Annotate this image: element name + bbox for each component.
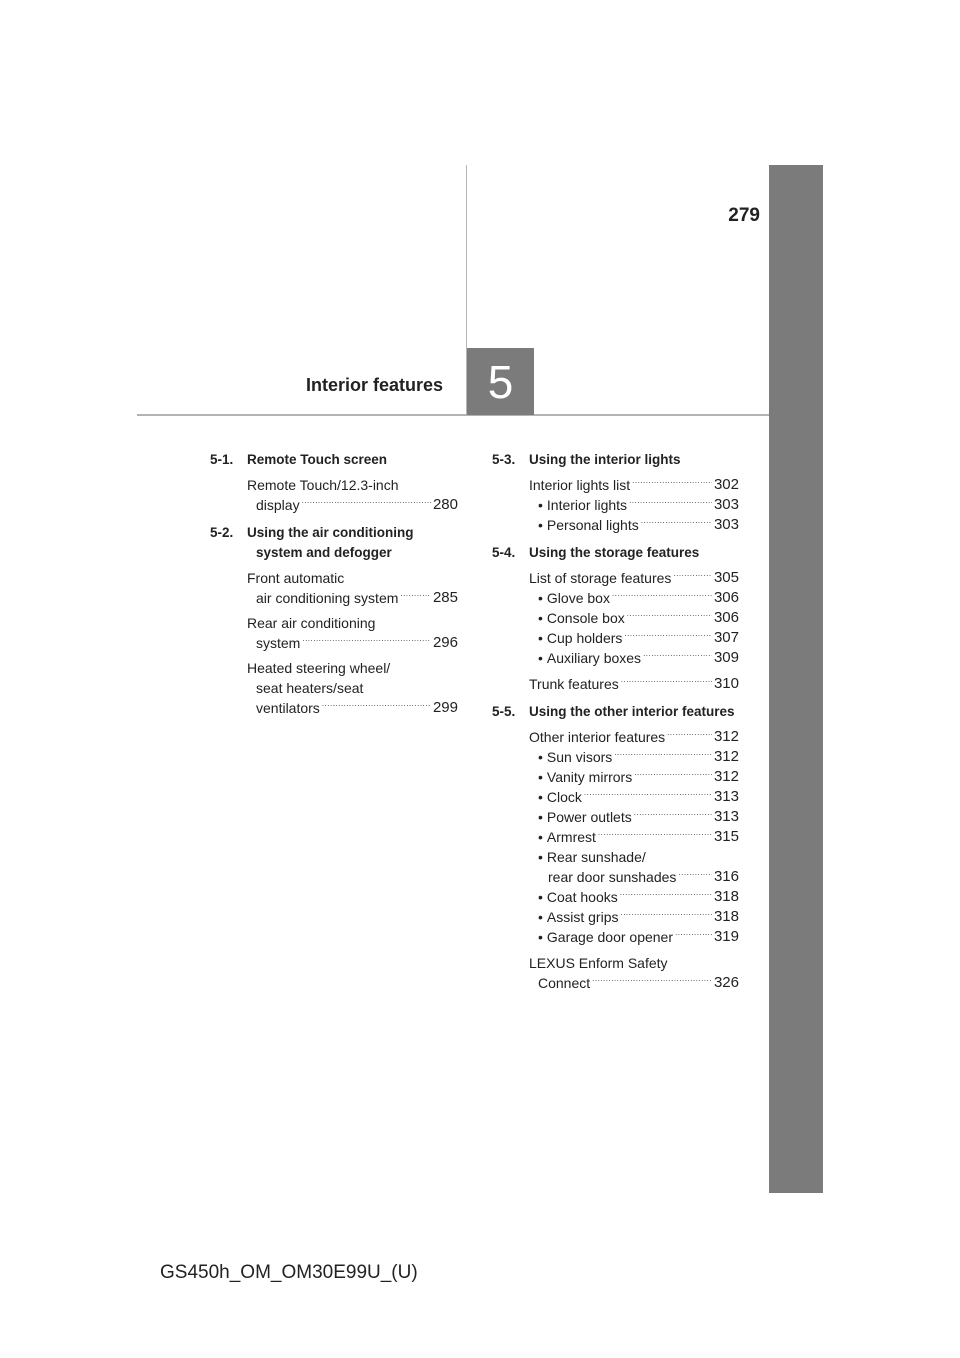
entry-text: Sun visors bbox=[546, 749, 613, 765]
entry-line bbox=[529, 475, 739, 495]
bullet-icon: • bbox=[538, 889, 543, 905]
entry-page-number: 306 bbox=[713, 609, 739, 626]
entry-line bbox=[529, 787, 739, 807]
entry-line bbox=[247, 658, 458, 678]
dot-leader bbox=[634, 807, 712, 827]
toc-left-column bbox=[210, 450, 458, 726]
entry-page-number: 310 bbox=[713, 675, 739, 692]
section-heading bbox=[492, 702, 739, 722]
entry-line bbox=[529, 515, 739, 535]
entry-text: Rear sunshade/ bbox=[546, 849, 646, 865]
bullet-icon: • bbox=[538, 789, 543, 805]
bullet-icon: • bbox=[538, 809, 543, 825]
bullet-icon: • bbox=[538, 497, 543, 513]
bullet-icon: • bbox=[538, 849, 543, 865]
entry-line bbox=[529, 648, 739, 668]
dot-leader bbox=[643, 648, 712, 668]
entry-line bbox=[247, 613, 458, 633]
entry-line bbox=[529, 827, 739, 847]
entry-line bbox=[529, 847, 739, 867]
section-title-line: Using the storage features bbox=[529, 545, 700, 560]
toc-entry[interactable] bbox=[529, 568, 739, 588]
entry-text: Coat hooks bbox=[546, 889, 618, 905]
entry-page-number: 318 bbox=[713, 908, 739, 925]
entry-text: rear door sunshades bbox=[548, 869, 677, 885]
entry-page-number: 315 bbox=[713, 828, 739, 845]
dot-leader bbox=[632, 475, 712, 495]
entry-page-number: 318 bbox=[713, 888, 739, 905]
entry-text: Power outlets bbox=[546, 809, 632, 825]
section-number: 5-5. bbox=[492, 704, 516, 719]
entry-text: system bbox=[256, 635, 301, 651]
section-heading bbox=[210, 523, 458, 563]
bullet-icon: • bbox=[538, 630, 543, 646]
entry-page-number: 313 bbox=[713, 808, 739, 825]
dot-leader bbox=[624, 628, 712, 648]
entry-page-number: 312 bbox=[713, 728, 739, 745]
toc-entry[interactable] bbox=[247, 568, 458, 608]
entry-text: Trunk features bbox=[529, 676, 619, 692]
toc-entry[interactable] bbox=[529, 827, 739, 847]
toc-entry[interactable] bbox=[529, 847, 739, 887]
bullet-icon: • bbox=[538, 909, 543, 925]
entry-page-number: 305 bbox=[713, 569, 739, 586]
header-rule bbox=[137, 414, 769, 416]
entry-line bbox=[529, 927, 739, 947]
dot-leader bbox=[612, 588, 712, 608]
chapter-title: Interior features bbox=[305, 375, 443, 395]
entry-page-number: 302 bbox=[713, 476, 739, 493]
entry-text: Rear air conditioning bbox=[247, 615, 376, 631]
chapter-side-tab bbox=[769, 165, 823, 1193]
dot-leader bbox=[614, 747, 712, 767]
entry-line bbox=[529, 568, 739, 588]
entry-line bbox=[529, 588, 739, 608]
dot-leader bbox=[400, 588, 431, 608]
bullet-icon: • bbox=[538, 610, 543, 626]
toc-entry[interactable] bbox=[247, 613, 458, 653]
entry-text: Armrest bbox=[546, 829, 596, 845]
entry-page-number: 319 bbox=[713, 928, 739, 945]
bullet-icon: • bbox=[538, 650, 543, 666]
entry-text: Front automatic bbox=[247, 570, 345, 586]
section-heading bbox=[492, 450, 739, 470]
entry-page-number: 309 bbox=[713, 649, 739, 666]
toc-section bbox=[210, 523, 458, 718]
entry-page-number: 316 bbox=[713, 868, 739, 885]
entry-text: Vanity mirrors bbox=[546, 769, 633, 785]
document-code: GS450h_OM_OM30E99U_(U) bbox=[160, 1262, 418, 1283]
entry-line bbox=[529, 727, 739, 747]
section-title-line: Using the interior lights bbox=[529, 452, 681, 467]
entry-line bbox=[529, 973, 739, 993]
toc-entry[interactable] bbox=[247, 658, 458, 718]
entry-text: LEXUS Enform Safety bbox=[529, 955, 668, 971]
toc-entry[interactable] bbox=[529, 674, 739, 694]
entry-page-number: 326 bbox=[713, 974, 739, 991]
section-title-line: Using the air conditioning bbox=[247, 525, 414, 540]
toc-entry[interactable] bbox=[529, 628, 739, 648]
entry-page-number: 280 bbox=[432, 496, 458, 513]
toc-entry[interactable] bbox=[529, 787, 739, 807]
toc-entry[interactable] bbox=[529, 907, 739, 927]
entry-line bbox=[247, 475, 458, 495]
section-title-line: system and defogger bbox=[256, 545, 392, 560]
entry-line bbox=[247, 678, 458, 698]
toc-entry[interactable] bbox=[529, 608, 739, 628]
dot-leader bbox=[641, 515, 712, 535]
toc-entry[interactable] bbox=[529, 807, 739, 827]
section-number: 5-3. bbox=[492, 452, 516, 467]
bullet-icon: • bbox=[538, 929, 543, 945]
bullet-icon: • bbox=[538, 517, 543, 533]
entry-text: seat heaters/seat bbox=[256, 680, 364, 696]
toc-entry[interactable] bbox=[529, 588, 739, 608]
entry-page-number: 312 bbox=[713, 768, 739, 785]
entry-line bbox=[247, 495, 458, 515]
entry-text: Interior lights list bbox=[529, 477, 631, 493]
entry-line bbox=[247, 698, 458, 718]
section-title bbox=[529, 702, 735, 722]
toc-entry[interactable] bbox=[529, 747, 739, 767]
dot-leader bbox=[584, 787, 712, 807]
entry-line bbox=[247, 588, 458, 608]
section-title-line: Using the other interior features bbox=[529, 704, 735, 719]
dot-leader bbox=[620, 907, 711, 927]
entry-line bbox=[529, 495, 739, 515]
dot-leader bbox=[627, 608, 712, 628]
toc-section bbox=[492, 450, 739, 535]
entry-page-number: 307 bbox=[713, 629, 739, 646]
dot-leader bbox=[620, 887, 712, 907]
dot-leader bbox=[598, 827, 712, 847]
entry-page-number: 303 bbox=[713, 496, 739, 513]
entry-text: Auxiliary boxes bbox=[546, 650, 642, 666]
entry-text: Clock bbox=[546, 789, 582, 805]
entry-line bbox=[529, 867, 739, 887]
dot-leader bbox=[667, 727, 712, 747]
entry-page-number: 306 bbox=[713, 589, 739, 606]
entry-page-number: 312 bbox=[713, 748, 739, 765]
bullet-icon: • bbox=[538, 590, 543, 606]
toc-entry[interactable] bbox=[529, 495, 739, 515]
entry-text: Connect bbox=[538, 975, 591, 991]
toc-entry[interactable] bbox=[529, 887, 739, 907]
entry-line bbox=[529, 887, 739, 907]
toc-entry[interactable] bbox=[529, 953, 739, 993]
entry-line bbox=[529, 747, 739, 767]
section-heading bbox=[492, 543, 739, 563]
dot-leader bbox=[634, 767, 712, 787]
section-title bbox=[529, 450, 681, 470]
dot-leader bbox=[322, 698, 431, 718]
section-number: 5-2. bbox=[210, 525, 234, 540]
entry-line bbox=[529, 628, 739, 648]
toc-entry[interactable] bbox=[529, 767, 739, 787]
dot-leader bbox=[302, 495, 431, 515]
entry-page-number: 313 bbox=[713, 788, 739, 805]
dot-leader bbox=[678, 867, 712, 887]
entry-line bbox=[247, 633, 458, 653]
section-number: 5-1. bbox=[210, 452, 234, 467]
dot-leader bbox=[302, 633, 431, 653]
toc-right-column bbox=[492, 450, 739, 1001]
entry-line bbox=[529, 608, 739, 628]
entry-text: Remote Touch/12.3-inch bbox=[247, 477, 399, 493]
toc-section bbox=[492, 702, 739, 993]
entry-text: Interior lights bbox=[546, 497, 628, 513]
entry-text: List of storage features bbox=[529, 570, 672, 586]
toc-entry[interactable] bbox=[529, 515, 739, 535]
toc-entry[interactable] bbox=[529, 648, 739, 668]
entry-text: display bbox=[256, 497, 300, 513]
entry-text: Cup holders bbox=[546, 630, 623, 646]
toc-entry[interactable] bbox=[529, 475, 739, 495]
section-title-line: Remote Touch screen bbox=[247, 452, 388, 467]
entry-text: Console box bbox=[546, 610, 625, 626]
entry-line bbox=[529, 767, 739, 787]
bullet-icon: • bbox=[538, 749, 543, 765]
section-title bbox=[529, 543, 699, 563]
entry-page-number: 285 bbox=[432, 589, 458, 606]
toc-entry[interactable] bbox=[529, 727, 739, 747]
dot-leader bbox=[629, 495, 712, 515]
entry-page-number: 299 bbox=[432, 699, 458, 716]
bullet-icon: • bbox=[538, 829, 543, 845]
entry-line bbox=[529, 674, 739, 694]
entry-text: Personal lights bbox=[546, 517, 639, 533]
toc-entry[interactable] bbox=[529, 927, 739, 947]
entry-text: Other interior features bbox=[529, 729, 666, 745]
entry-line bbox=[247, 568, 458, 588]
entry-text: Glove box bbox=[546, 590, 610, 606]
dot-leader bbox=[673, 568, 712, 588]
dot-leader bbox=[592, 973, 712, 993]
entry-page-number: 303 bbox=[713, 516, 739, 533]
entry-text: Assist grips bbox=[546, 909, 619, 925]
bullet-icon: • bbox=[538, 769, 543, 785]
section-number: 5-4. bbox=[492, 545, 516, 560]
chapter-number-box: 5 bbox=[467, 348, 534, 415]
entry-text: Heated steering wheel/ bbox=[247, 660, 391, 676]
page-number: 279 bbox=[728, 205, 760, 226]
section-heading bbox=[210, 450, 458, 470]
entry-text: Garage door opener bbox=[546, 929, 673, 945]
toc-entry[interactable] bbox=[247, 475, 458, 515]
entry-line bbox=[529, 807, 739, 827]
toc-section bbox=[210, 450, 458, 515]
entry-text: ventilators bbox=[256, 700, 320, 716]
section-title bbox=[247, 523, 414, 563]
entry-line bbox=[529, 953, 739, 973]
entry-page-number: 296 bbox=[432, 634, 458, 651]
section-title bbox=[247, 450, 387, 470]
toc-section bbox=[492, 543, 739, 694]
entry-line bbox=[529, 907, 739, 927]
entry-text: air conditioning system bbox=[256, 590, 399, 606]
dot-leader bbox=[621, 674, 712, 694]
dot-leader bbox=[675, 927, 712, 947]
